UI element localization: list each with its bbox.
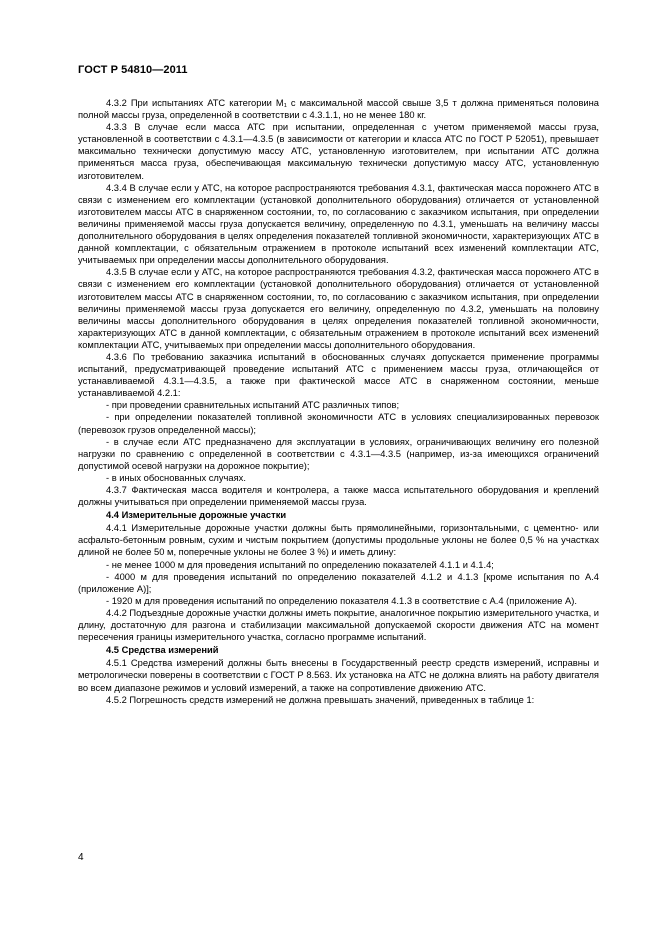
document-body <box>78 97 599 706</box>
paragraph-4-3-7: 4.3.7 Фактическая масса водителя и контролера, а также масса испытательного оборудования и креплений должны учитываться при определении применяемой массы груза. <box>78 485 599 508</box>
paragraph-4-3-6: 4.3.6 По требованию заказчика испытаний в обоснованных случаях допускается применение программы испытаний, предусматривающей проведение испытаний АТС с применением массы груза, отличающейся от устанавливаемой 4.3.1—4.3.5, а также при фактической массе АТС в снаряженном состоянии, меньше устанавливаемой 4.2.1: <box>78 351 599 399</box>
paragraph-4-3-5: 4.3.5 В случае если у АТС, на которое распространяются требования 4.3.2, фактическая масса порожнего АТС в связи с изменением его комплектации (установкой дополнительного оборудования) отличается от установленной изготовителем массы АТС в снаряженном состоянии, то, по согласованию с заказчиком испытания, при определении величины применяемой массы груза допускается его величину, определенную по 4.3.2, уменьшать на половину величины массы дополнительного оборудования в целях определения показателей топливной экономичности, характеризующих АТС в данной комплектации, с обязательным отражением в протоколе испытаний всех изменений комплектации АТС, учитываемых при определении массы дополнительного оборудования. <box>78 267 599 350</box>
list-item: - 4000 м для проведения испытаний по определению показателей 4.1.2 и 4.1.3 [кроме испытания по А.4 (приложение А)]; <box>78 571 599 594</box>
list-item: - при проведении сравнительных испытаний АТС различных типов; <box>106 400 400 411</box>
page-number: 4 <box>78 852 84 863</box>
paragraph-4-5-1: 4.5.1 Средства измерений должны быть внесены в Государственный реестр средств измерений, исправны и метрологически поверены в соответствии с ГОСТ Р 8.563. Их установка на АТС не должна влиять на работу двигателя во всем диапазоне режимов и условий измерений, а также на сопротивление движению АТС. <box>78 658 599 693</box>
section-heading-4-5: 4.5 Средства измерений <box>106 645 219 656</box>
document-header: ГОСТ Р 54810—2011 <box>78 64 188 76</box>
paragraph-4-4-1: 4.4.1 Измерительные дорожные участки должны быть прямолинейными, горизонтальными, с цементно- или асфальто-бетонным ровным, сухим и чистым покрытием (допустимы продольные уклоны не более 0,5 % на участках длиной не более 50 м, поперечные уклоны не более 3 %) и иметь длину: <box>78 523 599 558</box>
paragraph-4-3-2: 4.3.2 При испытаниях АТС категории M₁ с максимальной массой свыше 3,5 т должна применяться половина полной массы груза, определенной в соответствии с 4.3.1.1, но не менее 180 кг. <box>78 98 599 121</box>
section-heading-4-4: 4.4 Измерительные дорожные участки <box>106 510 287 521</box>
list-item: - в случае если АТС предназначено для эксплуатации в условиях, ограничивающих величину его полезной нагрузки по сравнению с определенной в соответствии с 4.3.1—4.3.5 (например, из-за имеющихся ограничений допустимой осевой нагрузки на дорожное покрытие); <box>78 436 599 471</box>
paragraph-4-4-2: 4.4.2 Подъездные дорожные участки должны иметь покрытие, аналогичное покрытию измерительного участка, и длину, достаточную для разгона и стабилизации максимальной допускаемой скорости движения АТС на момент пересечения границы измерительного участка, согласно программе испытаний. <box>78 607 600 643</box>
paragraph-4-5-2: 4.5.2 Погрешность средств измерений не должна превышать значений, приведенных в таблице 1: <box>106 694 535 705</box>
paragraph-4-3-4: 4.3.4 В случае если у АТС, на которое распространяются требования 4.3.1, фактическая масса порожнего АТС в связи с изменением его комплектации (установкой дополнительного оборудования) отличается от установленной изготовителем массы АТС в снаряженном состоянии, то, по согласованию с заказчиком испытания, при определении величины применяемой массы груза допускается величину, определенную по 4.3.1, уменьшать на величину массы дополнительного оборудования в целях определения показателей топливной экономичности, характеризующих АТС в данной комплектации, с обязательным отражением в протоколе испытаний всех изменений комплектации АТС, учитываемых при определении массы дополнительного оборудования. <box>78 182 599 266</box>
list-item: - 1920 м для проведения испытаний по определению показателя 4.1.3 в соответствие с А.4 (приложение А). <box>106 595 577 606</box>
list-item: - в иных обоснованных случаях. <box>106 472 246 483</box>
paragraph-4-3-3: 4.3.3 В случае если масса АТС при испытании, определенная с учетом применяемой массы груза, установленной в соответствии с 4.3.1—4.3.5 (в зависимости от категории и класса АТС по ГОСТ Р 52051), превышает максимально технически допустимую массу АТС, установленную изготовителем, при испытании АТС должна применяться масса груза, обеспечивающая максимальную технически допустимую массу АТС, установленную изготовителем. <box>78 122 599 181</box>
list-item: - при определении показателей топливной экономичности АТС в условиях специализированных перевозок (перевозок грузов определенной массы); <box>78 412 599 435</box>
list-item: - не менее 1000 м для проведения испытаний по определению показателей 4.1.1 и 4.1.4; <box>106 559 494 570</box>
